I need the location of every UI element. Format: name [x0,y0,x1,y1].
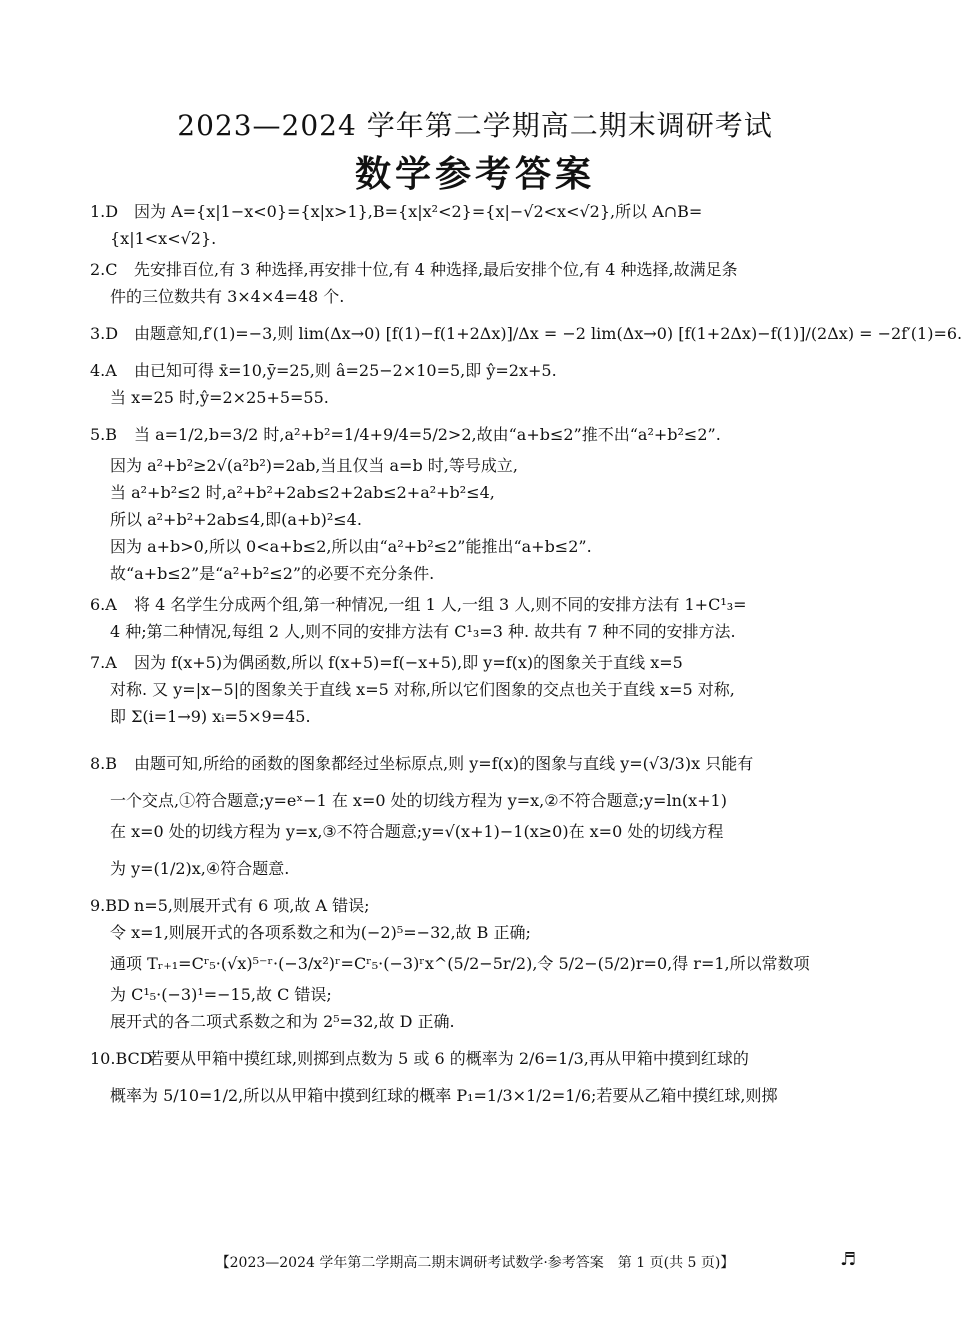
answer-text: 件的三位数共有 3×4×4=48 个. [110,287,345,306]
page-subtitle: 数学参考答案 [354,153,595,195]
question-9 [90,892,865,1035]
question-1 [90,198,865,252]
question-number: 10.BCD [90,1049,153,1068]
answer-text: 4 种;第二种情况,每组 2 人,则不同的安排方法有 C¹₃=3 种. 故共有 7 种不同的安排方法. [110,622,736,641]
answer-text: 若要从甲箱中摸红球,则掷到点数为 5 或 6 的概率为 2/6=1/3,再从甲箱中摸到红球的 [148,1049,749,1068]
question-number: 4.A [90,361,117,380]
answer-text: 通项 Tᵣ₊₁=Cʳ₅·(√x)⁵⁻ʳ·(−3/x²)ʳ=Cʳ₅·(−3)ʳx^(5/2−5r/2),令 5/2−(5/2)r=0,得 r=1,所以常数项 [110,954,810,973]
answer-text: 展开式的各二项式系数之和为 2⁵=32,故 D 正确. [110,1012,455,1031]
answer-text: 概率为 5/10=1/2,所以从甲箱中摸到红球的概率 P₁=1/3×1/2=1/6;若要从乙箱中摸红球,则掷 [110,1086,778,1105]
answer-text: 当 a²+b²≤2 时,a²+b²+2ab≤2+2ab≤2+a²+b²≤4, [110,483,495,502]
answer-text: 一个交点,①符合题意;y=eˣ−1 在 x=0 处的切线方程为 y=x,②不符合题意;y=ln(x+1) [110,791,727,810]
question-4 [90,357,865,411]
question-number: 7.A [90,653,117,672]
question-2 [90,256,865,310]
question-number: 8.B [90,754,118,773]
answer-text: 因为 f(x+5)为偶函数,所以 f(x+5)=f(−x+5),即 y=f(x)的图象关于直线 x=5 [134,653,683,672]
answer-text: 在 x=0 处的切线方程为 y=x,③不符合题意;y=√(x+1)−1(x≥0)在 x=0 处的切线方程 [110,822,724,841]
answer-text: 因为 A={x|1−x<0}={x|x>1},B={x|x²<2}={x|−√2<x<√2},所以 A∩B= [134,202,703,221]
question-5 [90,421,865,587]
question-number: 2.C [90,260,118,279]
answer-text: 因为 a²+b²≥2√(a²b²)=2ab,当且仅当 a=b 时,等号成立, [110,456,518,475]
answer-text: 所以 a²+b²+2ab≤4,即(a+b)²≤4. [110,510,362,529]
answer-text: 为 C¹₅·(−3)¹=−15,故 C 错误; [110,985,332,1004]
question-number: 6.A [90,595,117,614]
answer-text: 为 y=(1/2)x,④符合题意. [110,859,290,878]
question-number: 9.BD [90,896,130,915]
answer-text: 对称. 又 y=|x−5|的图象关于直线 x=5 对称,所以它们图象的交点也关于直线 x=5 对称, [110,680,735,699]
question-number: 3.D [90,324,119,343]
answer-text: 即 Σ(i=1→9) xᵢ=5×9=45. [110,707,311,726]
question-3 [90,320,962,347]
question-number: 1.D [90,202,119,221]
answer-text: 令 x=1,则展开式的各项系数之和为(−2)⁵=−32,故 B 正确; [110,923,531,942]
answer-text: 故“a+b≤2”是“a²+b²≤2”的必要不充分条件. [110,564,435,583]
answer-text: n=5,则展开式有 6 项,故 A 错误; [134,896,370,915]
answer-text: {x|1<x<√2}. [110,229,217,248]
page-footer: 【2023—2024 学年第二学期高二期末调研考试数学·参考答案 第 1 页(共 5 页)】 [215,1255,735,1271]
answer-list [90,198,962,1109]
answer-text: 由题可知,所给的函数的图象都经过坐标原点,则 y=f(x)的图象与直线 y=(√3/3)x 只能有 [134,754,754,773]
question-6 [90,591,865,645]
answer-text: 先安排百位,有 3 种选择,再安排十位,有 4 种选择,最后安排个位,有 4 种选择,故满足条 [134,260,738,279]
page-title: 2023—2024 学年第二学期高二期末调研考试 [177,109,773,142]
question-10 [90,1045,865,1109]
answer-text: 因为 a+b>0,所以 0<a+b≤2,所以由“a²+b²≤2”能推出“a+b≤2”. [110,537,592,556]
question-number: 5.B [90,425,118,444]
answer-text: 由已知可得 x̄=10,ȳ=25,则 â=25−2×10=5,即 ŷ=2x+5. [134,361,557,380]
answer-text: 由题意知,f′(1)=−3,则 lim(Δx→0) [f(1)−f(1+2Δx)]/Δx = −2 lim(Δx→0) [f(1+2Δx)−f(1)]/(2Δx) = −2f′(1)=6. [134,324,962,343]
question-8 [90,750,865,882]
question-7 [90,649,865,730]
answer-text: 当 x=25 时,ŷ=2×25+5=55. [110,388,329,407]
music-note-icon: ♬ [840,1249,857,1270]
answer-text: 将 4 名学生分成两个组,第一种情况,一组 1 人,一组 3 人,则不同的安排方法有 1+C¹₃= [134,595,747,614]
answer-text: 当 a=1/2,b=3/2 时,a²+b²=1/4+9/4=5/2>2,故由“a+b≤2”推不出“a²+b²≤2”. [134,425,721,444]
